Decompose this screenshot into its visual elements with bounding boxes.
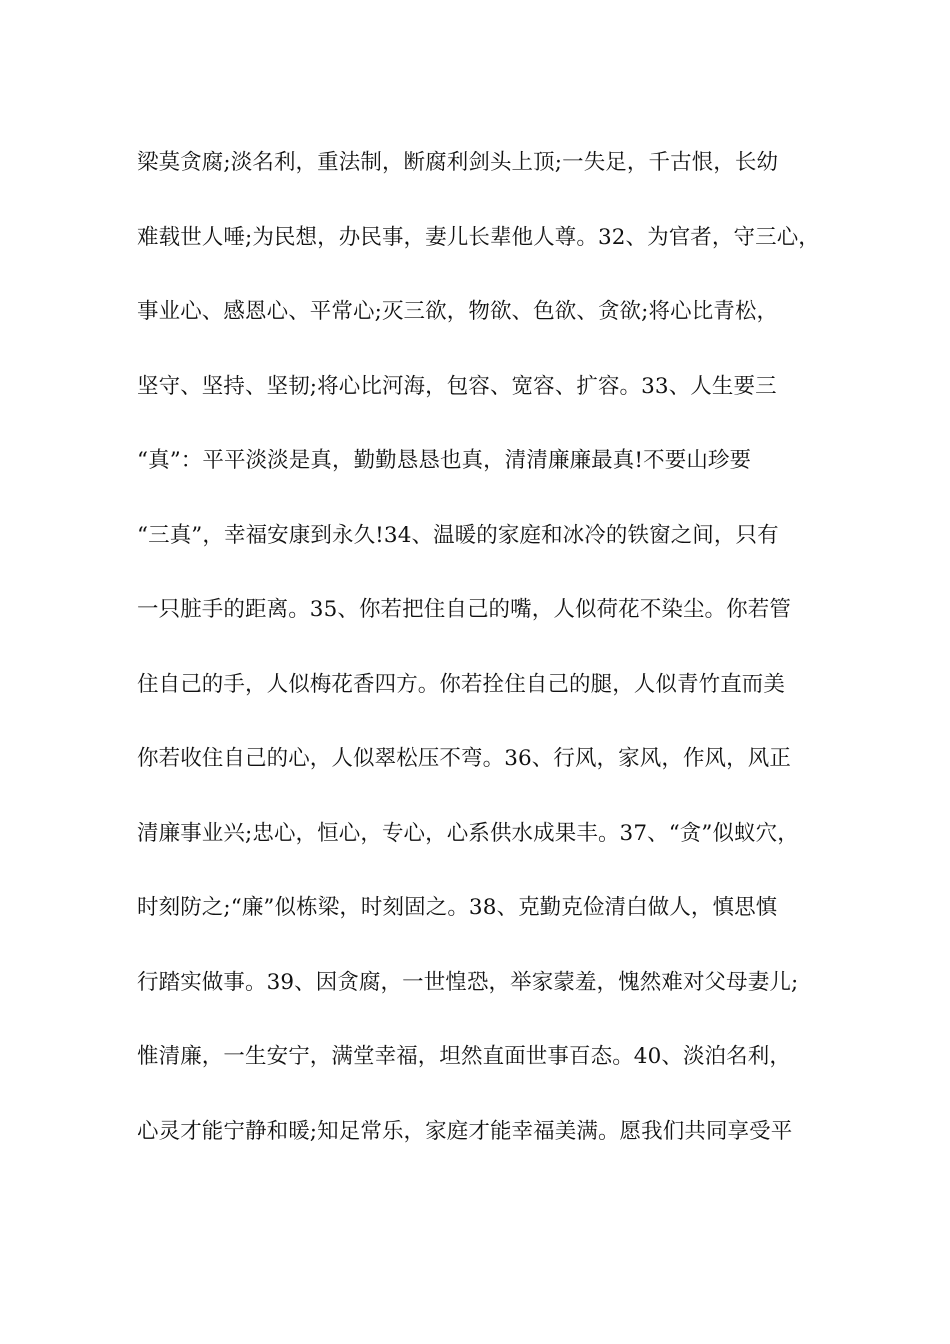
text-line: 坚守、坚持、坚韧;将心比河海，包容、宽容、扩容。33、人生要三 <box>137 373 777 399</box>
text-line: “真”：平平淡淡是真，勤勤恳恳也真，清清廉廉最真!不要山珍要 <box>137 448 752 473</box>
text-line: 一只脏手的距离。35、你若把住自己的嘴，人似荷花不染尘。你若管 <box>137 597 791 622</box>
text-line: 清廉事业兴;忠心，恒心，专心，心系供水成果丰。37、“贪”似蚁穴， <box>137 820 799 846</box>
text-line: 梁莫贪腐;淡名利，重法制，断腐利剑头上顶;一失足，千古恨，长幼 <box>137 150 779 175</box>
text-line: 你若收住自己的心，人似翠松压不弯。36、行风，家风，作风，风正 <box>137 746 791 771</box>
text-line: 惟清廉，一生安宁，满堂幸福，坦然直面世事百态。40、淡泊名利， <box>137 1044 791 1069</box>
text-line: 心灵才能宁静和暖;知足常乐，家庭才能幸福美满。愿我们共同享受平 <box>137 1118 793 1144</box>
text-line: 事业心、感恩心、平常心;灭三欲，物欲、色欲、贪欲;将心比青松， <box>137 299 779 324</box>
text-line: 难载世人唾;为民想，办民事，妻儿长辈他人尊。32、为官者，守三心， <box>137 224 820 250</box>
body-text <box>137 143 837 1186</box>
text-line: 时刻防之;“廉”似栋梁，时刻固之。38、克勤克俭清白做人，慎思慎 <box>137 895 778 920</box>
text-line: “三真”，幸福安康到永久!34、温暖的家庭和冰冷的铁窗之间，只有 <box>137 522 779 548</box>
text-line: 行踏实做事。39、因贪腐，一世惶恐，举家蒙羞，愧然难对父母妻儿; <box>137 969 799 995</box>
text-line: 住自己的手，人似梅花香四方。你若拴住自己的腿，人似青竹直而美 <box>137 671 786 697</box>
